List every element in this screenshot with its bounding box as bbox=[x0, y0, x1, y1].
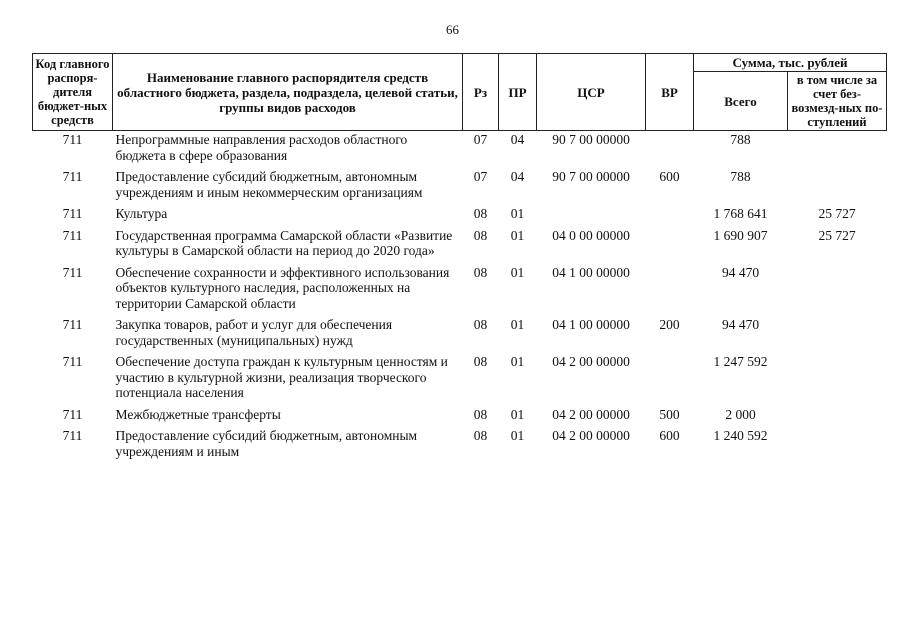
row-incl bbox=[788, 427, 887, 464]
row-name: Государственная программа Самарской области «Развитие культуры в Самарской области на период до 2020 года» bbox=[115, 227, 453, 258]
row-incl bbox=[788, 131, 887, 169]
row-name: Закупка товаров, работ и услуг для обеспечения государственных (муниципальных) нужд bbox=[115, 317, 393, 348]
row-vr bbox=[646, 131, 694, 169]
table-row bbox=[33, 168, 887, 205]
row-vr: 600 bbox=[659, 169, 680, 184]
row-pr: 01 bbox=[510, 428, 525, 443]
row-total: 94 470 bbox=[721, 317, 760, 332]
row-code: 711 bbox=[62, 317, 83, 332]
row-vr: 500 bbox=[659, 406, 680, 422]
row-csr bbox=[537, 205, 646, 227]
row-incl bbox=[788, 316, 887, 353]
row-csr: 04 2 00 00000 bbox=[552, 406, 630, 422]
row-vr bbox=[646, 227, 694, 264]
header-pr: ПР bbox=[499, 54, 537, 131]
header-csr: ЦСР bbox=[537, 54, 646, 131]
row-code: 711 bbox=[62, 264, 83, 280]
table-body bbox=[33, 131, 887, 465]
row-name: Предоставление субсидий бюджетным, автономным учреждениям и иным bbox=[115, 428, 418, 459]
row-name: Обеспечение сохранности и эффективного использования объектов культурного наследия, расположенных на территории Самарской области bbox=[115, 264, 450, 311]
row-rz: 08 bbox=[473, 264, 488, 280]
row-code: 711 bbox=[62, 428, 83, 443]
table-row bbox=[33, 406, 887, 428]
row-incl bbox=[788, 353, 887, 406]
row-incl bbox=[788, 406, 887, 428]
row-csr: 04 1 00 00000 bbox=[552, 264, 630, 280]
row-code: 711 bbox=[62, 206, 83, 221]
row-total: 94 470 bbox=[721, 264, 760, 280]
row-code: 711 bbox=[62, 354, 83, 369]
table-row bbox=[33, 205, 887, 227]
row-rz: 08 bbox=[473, 227, 488, 243]
row-total: 2 000 bbox=[725, 406, 756, 422]
row-name: Непрограммные направления расходов областного бюджета в сфере образования bbox=[115, 132, 408, 163]
row-rz: 08 bbox=[473, 317, 488, 332]
row-csr: 04 2 00 00000 bbox=[552, 428, 630, 443]
header-total: Всего bbox=[694, 72, 788, 131]
row-total: 1 247 592 bbox=[713, 354, 768, 369]
table-row bbox=[33, 131, 887, 169]
row-name: Культура bbox=[115, 206, 168, 221]
page-number: 66 bbox=[446, 22, 459, 37]
row-code: 711 bbox=[62, 227, 83, 243]
row-total: 788 bbox=[730, 132, 751, 147]
row-total: 788 bbox=[730, 169, 751, 184]
header-sum: Сумма, тыс. рублей bbox=[694, 54, 887, 72]
header-vr: ВР bbox=[646, 54, 694, 131]
table-row bbox=[33, 316, 887, 353]
row-rz: 08 bbox=[473, 428, 488, 443]
row-code: 711 bbox=[62, 406, 83, 422]
header-name: Наименование главного распорядителя средств областного бюджета, раздела, подраздела, целевой статьи, группы видов расходов bbox=[113, 54, 463, 131]
row-total: 1 240 592 bbox=[713, 428, 768, 443]
row-pr: 04 bbox=[510, 132, 525, 147]
row-rz: 08 bbox=[473, 206, 488, 221]
row-csr: 04 0 00 00000 bbox=[552, 227, 630, 243]
row-name: Предоставление субсидий бюджетным, автономным учреждениям и иным некоммерческим организациям bbox=[115, 169, 423, 200]
row-name: Обеспечение доступа граждан к культурным ценностям и участию в культурной жизни, реализация творческого потенциала населения bbox=[115, 354, 448, 400]
row-rz: 08 bbox=[473, 406, 488, 422]
row-pr: 04 bbox=[510, 169, 525, 184]
row-csr: 90 7 00 00000 bbox=[552, 169, 630, 184]
table-row bbox=[33, 427, 887, 464]
row-incl: 25 727 bbox=[818, 206, 856, 221]
row-pr: 01 bbox=[510, 206, 525, 221]
row-total: 1 768 641 bbox=[713, 206, 768, 221]
table-row bbox=[33, 264, 887, 317]
row-pr: 01 bbox=[510, 227, 525, 243]
row-vr bbox=[646, 353, 694, 406]
row-vr: 200 bbox=[659, 317, 680, 332]
header-incl: в том числе за счет без-возмезд-ных по-ступлений bbox=[788, 72, 887, 131]
table-row bbox=[33, 227, 887, 264]
row-csr: 90 7 00 00000 bbox=[552, 132, 630, 147]
row-incl: 25 727 bbox=[818, 227, 856, 243]
budget-table bbox=[32, 53, 887, 464]
row-code: 711 bbox=[62, 132, 83, 147]
row-incl bbox=[788, 264, 887, 317]
row-csr: 04 1 00 00000 bbox=[552, 317, 630, 332]
row-rz: 07 bbox=[473, 132, 488, 147]
header-rz: Рз bbox=[463, 54, 499, 131]
row-pr: 01 bbox=[510, 264, 525, 280]
table-header bbox=[33, 54, 887, 131]
row-pr: 01 bbox=[510, 317, 525, 332]
table-row bbox=[33, 353, 887, 406]
row-code: 711 bbox=[62, 169, 83, 184]
row-incl bbox=[788, 168, 887, 205]
row-total: 1 690 907 bbox=[713, 227, 768, 243]
row-vr bbox=[646, 264, 694, 317]
row-vr bbox=[646, 205, 694, 227]
row-vr: 600 bbox=[659, 428, 680, 443]
header-code: Код главного распоря-дителя бюджет-ных средств bbox=[33, 54, 113, 131]
row-rz: 07 bbox=[473, 169, 488, 184]
row-rz: 08 bbox=[473, 354, 488, 369]
row-pr: 01 bbox=[510, 354, 525, 369]
row-pr: 01 bbox=[510, 406, 525, 422]
row-csr: 04 2 00 00000 bbox=[552, 354, 630, 369]
row-name: Межбюджетные трансферты bbox=[115, 406, 281, 422]
